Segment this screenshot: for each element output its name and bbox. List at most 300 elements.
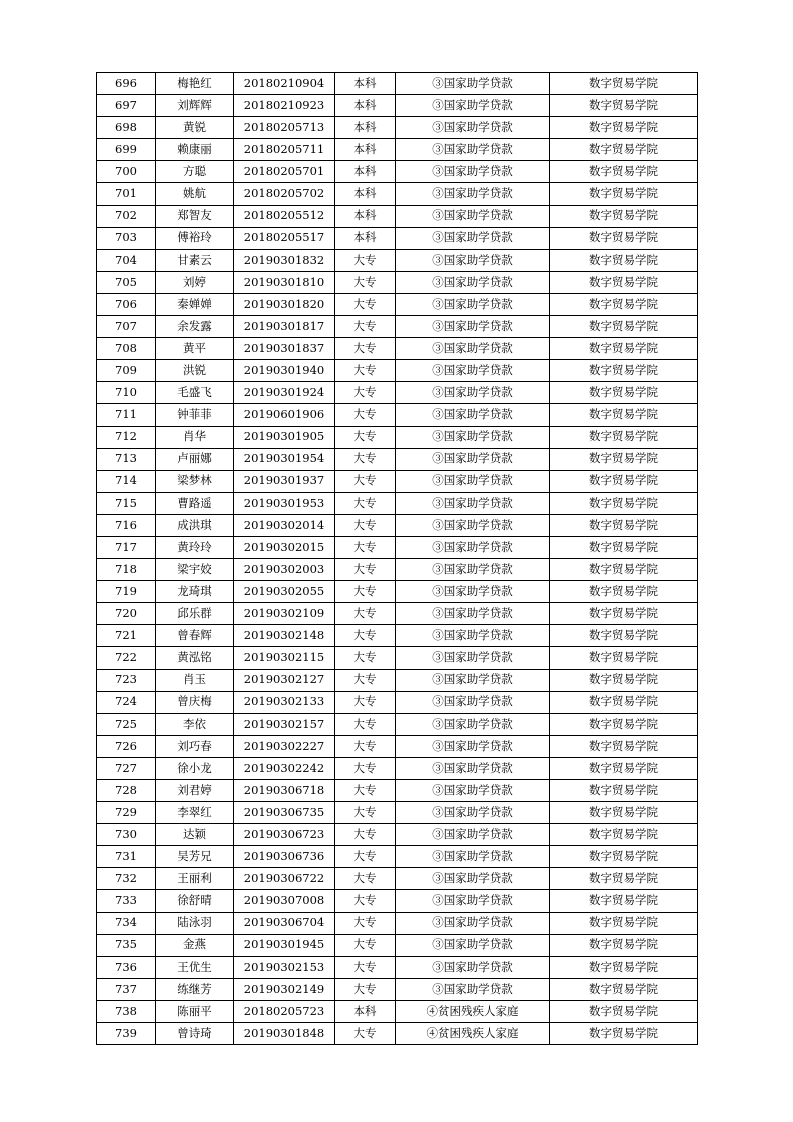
row-number-cell: 729 [97, 802, 156, 824]
student-name-cell: 陆泳羽 [156, 912, 234, 934]
table-row [97, 139, 698, 161]
student-id-cell: 20190302127 [234, 669, 335, 691]
aid-category-cell: ③国家助学贷款 [396, 978, 550, 1000]
education-level-cell: 大专 [335, 713, 396, 735]
college-cell: 数字贸易学院 [550, 448, 698, 470]
student-name-cell: 余发露 [156, 316, 234, 338]
table-row [97, 117, 698, 139]
education-level-cell: 大专 [335, 271, 396, 293]
student-id-cell: 20190306704 [234, 912, 335, 934]
student-id-cell: 20180205512 [234, 205, 335, 227]
college-cell: 数字贸易学院 [550, 625, 698, 647]
education-level-cell: 大专 [335, 890, 396, 912]
aid-category-cell: ③国家助学贷款 [396, 448, 550, 470]
row-number-cell: 718 [97, 559, 156, 581]
college-cell: 数字贸易学院 [550, 404, 698, 426]
student-name-cell: 邱乐群 [156, 603, 234, 625]
table-row [97, 890, 698, 912]
college-cell: 数字贸易学院 [550, 603, 698, 625]
aid-category-cell: ③国家助学贷款 [396, 183, 550, 205]
student-name-cell: 龙琦琪 [156, 581, 234, 603]
row-number-cell: 704 [97, 249, 156, 271]
education-level-cell: 大专 [335, 934, 396, 956]
aid-category-cell: ③国家助学贷款 [396, 824, 550, 846]
education-level-cell: 大专 [335, 338, 396, 360]
student-name-cell: 赖康丽 [156, 139, 234, 161]
aid-category-cell: ③国家助学贷款 [396, 161, 550, 183]
student-id-cell: 20180205713 [234, 117, 335, 139]
student-id-cell: 20180205517 [234, 227, 335, 249]
student-id-cell: 20190302015 [234, 536, 335, 558]
table-row [97, 536, 698, 558]
education-level-cell: 本科 [335, 1000, 396, 1022]
table-row [97, 625, 698, 647]
education-level-cell: 大专 [335, 824, 396, 846]
aid-category-cell: ③国家助学贷款 [396, 846, 550, 868]
table-row [97, 603, 698, 625]
table-row [97, 492, 698, 514]
student-id-cell: 20190302115 [234, 647, 335, 669]
student-id-cell: 20180205702 [234, 183, 335, 205]
college-cell: 数字贸易学院 [550, 802, 698, 824]
education-level-cell: 大专 [335, 691, 396, 713]
college-cell: 数字贸易学院 [550, 1000, 698, 1022]
student-name-cell: 刘辉辉 [156, 95, 234, 117]
student-id-cell: 20180205701 [234, 161, 335, 183]
college-cell: 数字贸易学院 [550, 559, 698, 581]
aid-category-cell: ③国家助学贷款 [396, 95, 550, 117]
student-name-cell: 黄锐 [156, 117, 234, 139]
aid-category-cell: ③国家助学贷款 [396, 581, 550, 603]
table-row [97, 713, 698, 735]
student-id-cell: 20180210923 [234, 95, 335, 117]
aid-category-cell: ③国家助学贷款 [396, 934, 550, 956]
student-name-cell: 刘巧春 [156, 735, 234, 757]
row-number-cell: 703 [97, 227, 156, 249]
aid-category-cell: ③国家助学贷款 [396, 669, 550, 691]
row-number-cell: 739 [97, 1023, 156, 1045]
row-number-cell: 697 [97, 95, 156, 117]
row-number-cell: 733 [97, 890, 156, 912]
education-level-cell: 大专 [335, 757, 396, 779]
student-id-cell: 20180210904 [234, 73, 335, 95]
college-cell: 数字贸易学院 [550, 161, 698, 183]
student-name-cell: 曹路遥 [156, 492, 234, 514]
education-level-cell: 本科 [335, 183, 396, 205]
student-id-cell: 20180205711 [234, 139, 335, 161]
student-name-cell: 甘素云 [156, 249, 234, 271]
aid-category-cell: ③国家助学贷款 [396, 382, 550, 404]
row-number-cell: 732 [97, 868, 156, 890]
row-number-cell: 724 [97, 691, 156, 713]
row-number-cell: 719 [97, 581, 156, 603]
table-row [97, 691, 698, 713]
student-name-cell: 陈丽平 [156, 1000, 234, 1022]
student-id-cell: 20190301810 [234, 271, 335, 293]
table-row [97, 426, 698, 448]
student-name-cell: 秦婵婵 [156, 293, 234, 315]
aid-category-cell: ③国家助学贷款 [396, 492, 550, 514]
education-level-cell: 大专 [335, 293, 396, 315]
student-id-cell: 20190302055 [234, 581, 335, 603]
student-name-cell: 钟菲菲 [156, 404, 234, 426]
row-number-cell: 698 [97, 117, 156, 139]
table-row [97, 293, 698, 315]
aid-category-cell: ③国家助学贷款 [396, 625, 550, 647]
education-level-cell: 大专 [335, 978, 396, 1000]
row-number-cell: 708 [97, 338, 156, 360]
education-level-cell: 大专 [335, 868, 396, 890]
education-level-cell: 大专 [335, 249, 396, 271]
student-name-cell: 傅裕玲 [156, 227, 234, 249]
education-level-cell: 大专 [335, 448, 396, 470]
row-number-cell: 717 [97, 536, 156, 558]
college-cell: 数字贸易学院 [550, 713, 698, 735]
aid-category-cell: ③国家助学贷款 [396, 426, 550, 448]
row-number-cell: 738 [97, 1000, 156, 1022]
table-row [97, 559, 698, 581]
college-cell: 数字贸易学院 [550, 912, 698, 934]
aid-category-cell: ③国家助学贷款 [396, 205, 550, 227]
student-name-cell: 曾诗琦 [156, 1023, 234, 1045]
table-row [97, 338, 698, 360]
student-name-cell: 金燕 [156, 934, 234, 956]
student-id-cell: 20190306723 [234, 824, 335, 846]
education-level-cell: 大专 [335, 404, 396, 426]
row-number-cell: 714 [97, 470, 156, 492]
student-id-cell: 20190601906 [234, 404, 335, 426]
student-name-cell: 郑智友 [156, 205, 234, 227]
aid-category-cell: ③国家助学贷款 [396, 227, 550, 249]
student-name-cell: 梁梦林 [156, 470, 234, 492]
student-name-cell: 练继芳 [156, 978, 234, 1000]
student-name-cell: 成洪琪 [156, 514, 234, 536]
education-level-cell: 本科 [335, 95, 396, 117]
table-row [97, 227, 698, 249]
row-number-cell: 725 [97, 713, 156, 735]
table-row [97, 404, 698, 426]
row-number-cell: 723 [97, 669, 156, 691]
row-number-cell: 710 [97, 382, 156, 404]
table-row [97, 448, 698, 470]
education-level-cell: 本科 [335, 73, 396, 95]
student-name-cell: 梅艳红 [156, 73, 234, 95]
education-level-cell: 大专 [335, 1023, 396, 1045]
student-id-cell: 20190302014 [234, 514, 335, 536]
table-row [97, 271, 698, 293]
table-row [97, 1023, 698, 1045]
row-number-cell: 707 [97, 316, 156, 338]
row-number-cell: 737 [97, 978, 156, 1000]
college-cell: 数字贸易学院 [550, 846, 698, 868]
row-number-cell: 713 [97, 448, 156, 470]
college-cell: 数字贸易学院 [550, 382, 698, 404]
student-id-cell: 20190301832 [234, 249, 335, 271]
table-row [97, 868, 698, 890]
student-id-cell: 20190301940 [234, 360, 335, 382]
table-row [97, 205, 698, 227]
student-id-cell: 20190306736 [234, 846, 335, 868]
row-number-cell: 726 [97, 735, 156, 757]
table-row [97, 382, 698, 404]
college-cell: 数字贸易学院 [550, 1023, 698, 1045]
student-id-cell: 20190302157 [234, 713, 335, 735]
college-cell: 数字贸易学院 [550, 360, 698, 382]
aid-category-cell: ④贫困残疾人家庭 [396, 1000, 550, 1022]
education-level-cell: 大专 [335, 647, 396, 669]
student-id-cell: 20190302003 [234, 559, 335, 581]
education-level-cell: 大专 [335, 912, 396, 934]
aid-category-cell: ③国家助学贷款 [396, 117, 550, 139]
row-number-cell: 735 [97, 934, 156, 956]
aid-category-cell: ③国家助学贷款 [396, 713, 550, 735]
table-row [97, 470, 698, 492]
college-cell: 数字贸易学院 [550, 536, 698, 558]
table-row [97, 846, 698, 868]
college-cell: 数字贸易学院 [550, 95, 698, 117]
table-row [97, 1000, 698, 1022]
table-row [97, 669, 698, 691]
row-number-cell: 696 [97, 73, 156, 95]
college-cell: 数字贸易学院 [550, 316, 698, 338]
college-cell: 数字贸易学院 [550, 780, 698, 802]
aid-category-cell: ③国家助学贷款 [396, 514, 550, 536]
college-cell: 数字贸易学院 [550, 117, 698, 139]
college-cell: 数字贸易学院 [550, 647, 698, 669]
aid-category-cell: ③国家助学贷款 [396, 73, 550, 95]
aid-category-cell: ③国家助学贷款 [396, 338, 550, 360]
row-number-cell: 700 [97, 161, 156, 183]
table-row [97, 73, 698, 95]
student-id-cell: 20190306718 [234, 780, 335, 802]
aid-category-cell: ③国家助学贷款 [396, 647, 550, 669]
aid-category-cell: ③国家助学贷款 [396, 139, 550, 161]
college-cell: 数字贸易学院 [550, 735, 698, 757]
table-row [97, 802, 698, 824]
college-cell: 数字贸易学院 [550, 139, 698, 161]
college-cell: 数字贸易学院 [550, 249, 698, 271]
college-cell: 数字贸易学院 [550, 205, 698, 227]
table-row [97, 581, 698, 603]
education-level-cell: 大专 [335, 603, 396, 625]
college-cell: 数字贸易学院 [550, 669, 698, 691]
college-cell: 数字贸易学院 [550, 757, 698, 779]
college-cell: 数字贸易学院 [550, 868, 698, 890]
student-id-cell: 20190302242 [234, 757, 335, 779]
aid-category-cell: ③国家助学贷款 [396, 249, 550, 271]
student-name-cell: 曾春辉 [156, 625, 234, 647]
college-cell: 数字贸易学院 [550, 514, 698, 536]
aid-category-cell: ③国家助学贷款 [396, 603, 550, 625]
education-level-cell: 大专 [335, 382, 396, 404]
college-cell: 数字贸易学院 [550, 978, 698, 1000]
student-id-cell: 20190306735 [234, 802, 335, 824]
row-number-cell: 711 [97, 404, 156, 426]
student-id-cell: 20190302227 [234, 735, 335, 757]
table-row [97, 316, 698, 338]
student-name-cell: 黄泓铭 [156, 647, 234, 669]
college-cell: 数字贸易学院 [550, 581, 698, 603]
student-name-cell: 曾庆梅 [156, 691, 234, 713]
college-cell: 数字贸易学院 [550, 73, 698, 95]
row-number-cell: 706 [97, 293, 156, 315]
education-level-cell: 大专 [335, 536, 396, 558]
table-row [97, 183, 698, 205]
education-level-cell: 大专 [335, 492, 396, 514]
student-id-cell: 20190301954 [234, 448, 335, 470]
student-id-cell: 20190301937 [234, 470, 335, 492]
aid-category-cell: ③国家助学贷款 [396, 802, 550, 824]
college-cell: 数字贸易学院 [550, 956, 698, 978]
education-level-cell: 本科 [335, 161, 396, 183]
education-level-cell: 大专 [335, 846, 396, 868]
row-number-cell: 722 [97, 647, 156, 669]
college-cell: 数字贸易学院 [550, 426, 698, 448]
aid-category-cell: ③国家助学贷款 [396, 536, 550, 558]
table-row [97, 647, 698, 669]
table-row [97, 514, 698, 536]
row-number-cell: 730 [97, 824, 156, 846]
student-name-cell: 卢丽娜 [156, 448, 234, 470]
education-level-cell: 本科 [335, 139, 396, 161]
student-id-cell: 20190302109 [234, 603, 335, 625]
student-id-cell: 20190301905 [234, 426, 335, 448]
aid-category-cell: ③国家助学贷款 [396, 956, 550, 978]
education-level-cell: 本科 [335, 227, 396, 249]
row-number-cell: 716 [97, 514, 156, 536]
aid-category-cell: ③国家助学贷款 [396, 890, 550, 912]
student-id-cell: 20190301848 [234, 1023, 335, 1045]
student-name-cell: 李翠红 [156, 802, 234, 824]
education-level-cell: 大专 [335, 470, 396, 492]
table-row [97, 824, 698, 846]
college-cell: 数字贸易学院 [550, 227, 698, 249]
aid-category-cell: ③国家助学贷款 [396, 912, 550, 934]
aid-category-cell: ③国家助学贷款 [396, 316, 550, 338]
student-name-cell: 洪锐 [156, 360, 234, 382]
education-level-cell: 大专 [335, 514, 396, 536]
student-name-cell: 黄平 [156, 338, 234, 360]
education-level-cell: 大专 [335, 956, 396, 978]
education-level-cell: 大专 [335, 625, 396, 647]
student-id-cell: 20190307008 [234, 890, 335, 912]
row-number-cell: 727 [97, 757, 156, 779]
college-cell: 数字贸易学院 [550, 934, 698, 956]
row-number-cell: 702 [97, 205, 156, 227]
row-number-cell: 715 [97, 492, 156, 514]
student-name-cell: 梁宇姣 [156, 559, 234, 581]
student-id-cell: 20190301953 [234, 492, 335, 514]
aid-category-cell: ③国家助学贷款 [396, 735, 550, 757]
row-number-cell: 699 [97, 139, 156, 161]
education-level-cell: 大专 [335, 559, 396, 581]
roster-body [97, 73, 698, 1045]
student-name-cell: 王丽利 [156, 868, 234, 890]
student-name-cell: 徐小龙 [156, 757, 234, 779]
education-level-cell: 大专 [335, 360, 396, 382]
college-cell: 数字贸易学院 [550, 890, 698, 912]
aid-category-cell: ③国家助学贷款 [396, 691, 550, 713]
student-id-cell: 20190306722 [234, 868, 335, 890]
student-id-cell: 20180205723 [234, 1000, 335, 1022]
aid-category-cell: ③国家助学贷款 [396, 559, 550, 581]
education-level-cell: 大专 [335, 426, 396, 448]
aid-category-cell: ③国家助学贷款 [396, 293, 550, 315]
student-roster-table [96, 72, 698, 1045]
table-row [97, 978, 698, 1000]
row-number-cell: 709 [97, 360, 156, 382]
table-row [97, 360, 698, 382]
education-level-cell: 大专 [335, 780, 396, 802]
student-name-cell: 毛盛飞 [156, 382, 234, 404]
student-name-cell: 肖华 [156, 426, 234, 448]
table-row [97, 249, 698, 271]
student-name-cell: 刘君婷 [156, 780, 234, 802]
student-id-cell: 20190301924 [234, 382, 335, 404]
table-row [97, 161, 698, 183]
student-id-cell: 20190301837 [234, 338, 335, 360]
aid-category-cell: ③国家助学贷款 [396, 404, 550, 426]
student-name-cell: 肖玉 [156, 669, 234, 691]
education-level-cell: 大专 [335, 581, 396, 603]
college-cell: 数字贸易学院 [550, 338, 698, 360]
row-number-cell: 712 [97, 426, 156, 448]
student-id-cell: 20190302133 [234, 691, 335, 713]
row-number-cell: 736 [97, 956, 156, 978]
student-id-cell: 20190302148 [234, 625, 335, 647]
row-number-cell: 731 [97, 846, 156, 868]
student-id-cell: 20190301820 [234, 293, 335, 315]
table-row [97, 95, 698, 117]
row-number-cell: 728 [97, 780, 156, 802]
aid-category-cell: ③国家助学贷款 [396, 868, 550, 890]
row-number-cell: 701 [97, 183, 156, 205]
college-cell: 数字贸易学院 [550, 470, 698, 492]
education-level-cell: 本科 [335, 117, 396, 139]
college-cell: 数字贸易学院 [550, 271, 698, 293]
aid-category-cell: ③国家助学贷款 [396, 360, 550, 382]
education-level-cell: 大专 [335, 735, 396, 757]
student-name-cell: 刘婷 [156, 271, 234, 293]
row-number-cell: 705 [97, 271, 156, 293]
college-cell: 数字贸易学院 [550, 492, 698, 514]
table-row [97, 735, 698, 757]
student-id-cell: 20190301945 [234, 934, 335, 956]
college-cell: 数字贸易学院 [550, 691, 698, 713]
college-cell: 数字贸易学院 [550, 293, 698, 315]
student-name-cell: 吴芳兄 [156, 846, 234, 868]
student-id-cell: 20190302149 [234, 978, 335, 1000]
education-level-cell: 大专 [335, 669, 396, 691]
row-number-cell: 720 [97, 603, 156, 625]
aid-category-cell: ④贫困残疾人家庭 [396, 1023, 550, 1045]
aid-category-cell: ③国家助学贷款 [396, 757, 550, 779]
student-name-cell: 李依 [156, 713, 234, 735]
aid-category-cell: ③国家助学贷款 [396, 780, 550, 802]
row-number-cell: 734 [97, 912, 156, 934]
table-row [97, 934, 698, 956]
student-id-cell: 20190302153 [234, 956, 335, 978]
table-row [97, 780, 698, 802]
aid-category-cell: ③国家助学贷款 [396, 470, 550, 492]
table-row [97, 912, 698, 934]
college-cell: 数字贸易学院 [550, 824, 698, 846]
education-level-cell: 大专 [335, 802, 396, 824]
student-name-cell: 达颖 [156, 824, 234, 846]
row-number-cell: 721 [97, 625, 156, 647]
student-name-cell: 姚航 [156, 183, 234, 205]
college-cell: 数字贸易学院 [550, 183, 698, 205]
